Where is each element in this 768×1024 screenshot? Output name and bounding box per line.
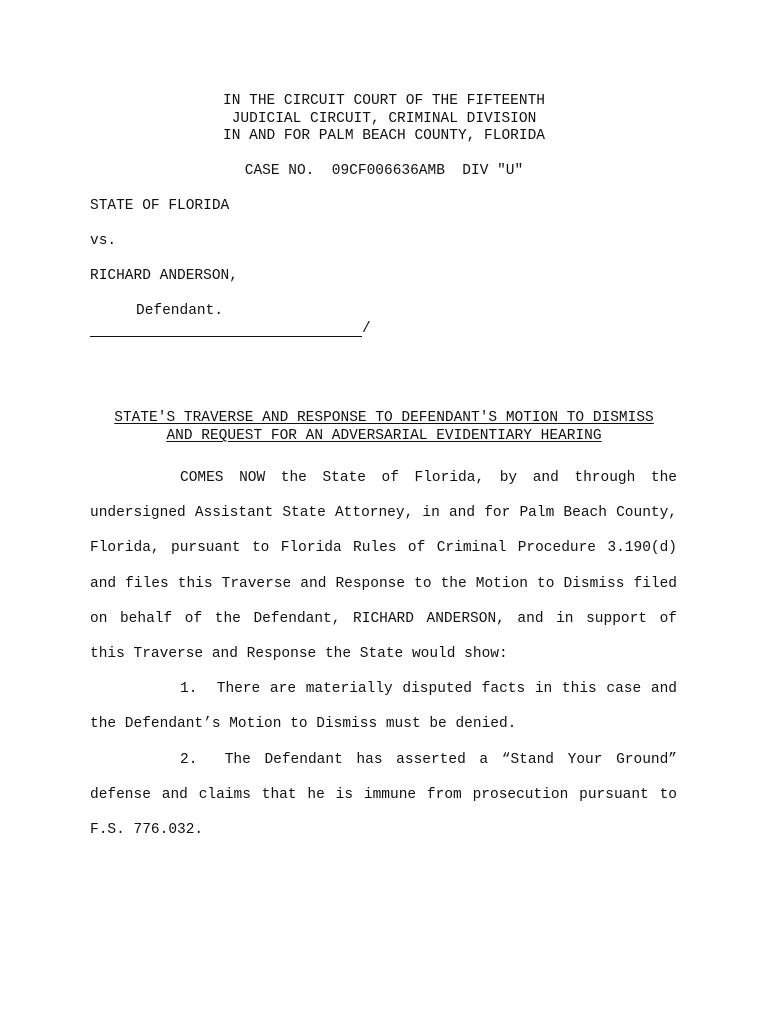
numbered-paragraph-1 [90, 672, 677, 742]
caption-line-2: JUDICIAL CIRCUIT, CRIMINAL DIVISION [231, 110, 537, 127]
numbered-paragraph-2 [90, 743, 677, 849]
court-caption [0, 93, 768, 146]
paragraph-2-number: 2. [180, 751, 198, 768]
caption-line-3: IN AND FOR PALM BEACH COUNTY, FLORIDA [223, 128, 545, 144]
title-line-2: AND REQUEST FOR AN ADVERSARIAL EVIDENTIARY HEARING [166, 428, 602, 444]
plaintiff-name: STATE OF FLORIDA [90, 198, 230, 214]
motion-body [90, 461, 677, 848]
paragraph-1-number: 1. [180, 681, 198, 698]
motion-title [0, 409, 768, 445]
paragraph-1-text: There are materially disputed facts in this case and the Defendant’s Motion to Dismiss must be denied. [90, 681, 677, 733]
paragraph-2-text: The Defendant has asserted a “Stand Your Ground” defense and claims that he is immune from prosecution pursuant to F.S. 776.032. [90, 751, 677, 839]
caption-slash: / [362, 321, 371, 337]
case-number: CASE NO. 09CF006636AMB DIV "U" [244, 163, 524, 179]
defendant-name: RICHARD ANDERSON, [90, 268, 238, 284]
defendant-label: Defendant. [136, 303, 224, 319]
versus-label: vs. [90, 233, 117, 249]
intro-paragraph [90, 461, 677, 672]
title-line-1: STATE'S TRAVERSE AND RESPONSE TO DEFENDANT'S MOTION TO DISMISS [114, 410, 654, 426]
intro-text: COMES NOW the State of Florida, by and through the undersigned Assistant State Attorney, in and for Palm Beach County, Florida, pursuant to Florida Rules of Criminal Procedure 3.190(d) and files this Traverse and Response to the Motion to Dismiss filed on behalf of the Defendant, RICHARD ANDERSON, and in support of this Traverse and Response the State would show: [90, 470, 677, 663]
caption-rule [90, 336, 362, 337]
caption-line-1: IN THE CIRCUIT COURT OF THE FIFTEENTH [223, 93, 545, 109]
